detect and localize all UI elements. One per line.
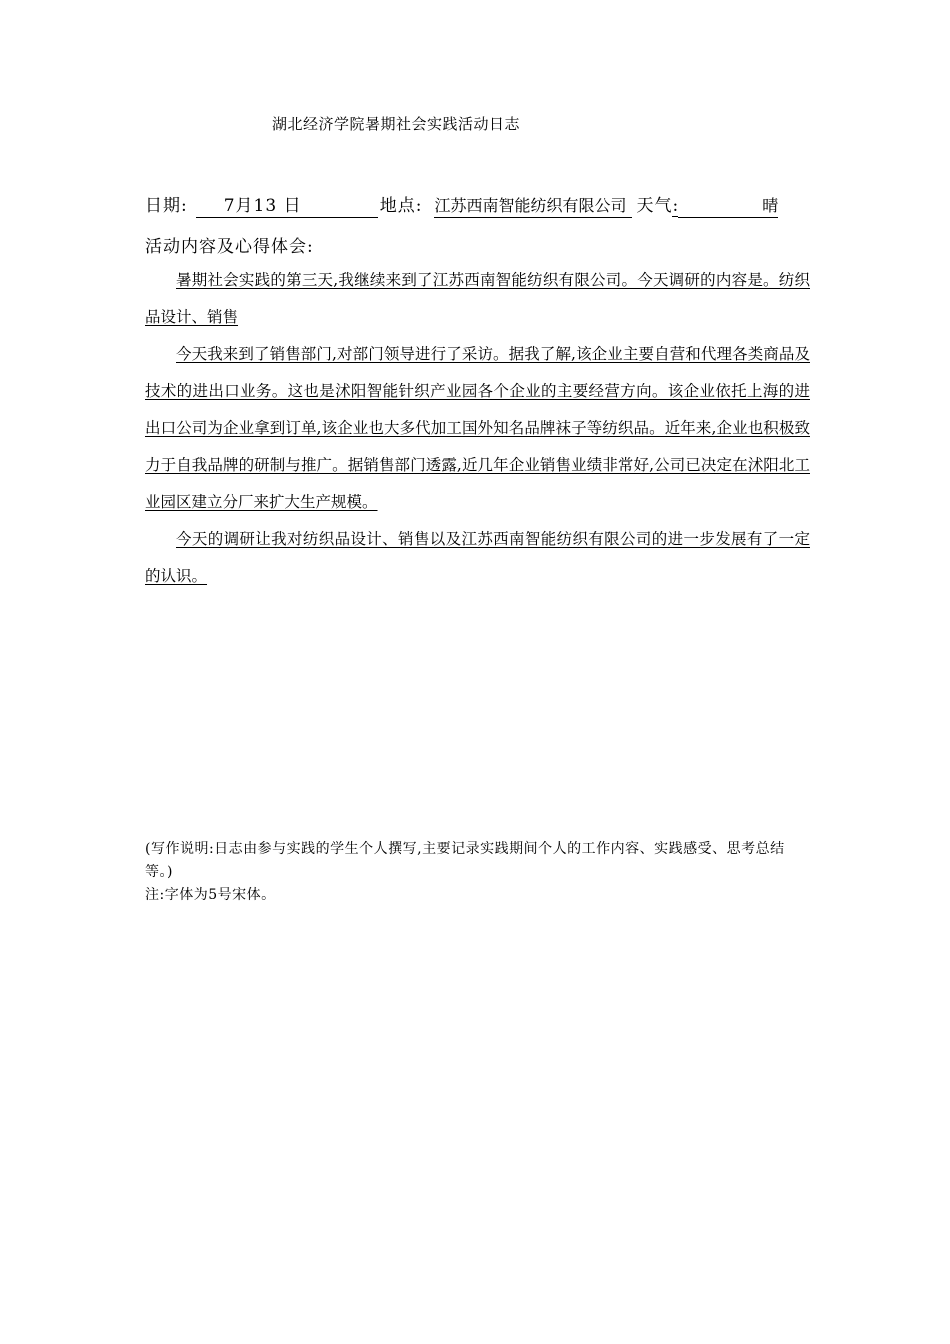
- log-body: [145, 262, 810, 595]
- paragraph: [145, 521, 810, 595]
- weather-label: 天气: [636, 196, 673, 216]
- writing-notes: [145, 838, 810, 907]
- paragraph-text: 今天我来到了销售部门,对部门领导进行了采访。据我了解,该企业主要自营和代理各类商品及技术的进出口业务。这也是沭阳智能针织产业园各个企业的主要经营方向。该企业依托上海的进出口公司为企业拿到订单,该企业也大多代加工国外知名品牌袜子等纺织品。近年来,企业也积极致力于自我品牌的研制与推广。据销售部门透露,近几年企业销售业绩非常好,公司已决定在沭阳北工业园区建立分厂来扩大生产规模。: [145, 345, 810, 511]
- paragraph: [145, 262, 810, 336]
- paragraph-text: 暑期社会实践的第三天,我继续来到了江苏西南智能纺织有限公司。今天调研的内容是。纺织品设计、销售: [145, 271, 810, 326]
- paragraph-text: 今天的调研让我对纺织品设计、销售以及江苏西南智能纺织有限公司的进一步发展有了一定的认识。: [145, 530, 810, 585]
- info-line: [145, 195, 778, 218]
- writing-instructions: (写作说明:日志由参与实践的学生个人撰写,主要记录实践期间个人的工作内容、实践感受、思考总结等。): [145, 841, 785, 880]
- weather-value: 晴: [678, 195, 778, 218]
- location-label: 地点:: [379, 196, 423, 216]
- font-note: 注:字体为5号宋体。: [145, 887, 276, 903]
- weather-colon: :: [672, 196, 679, 216]
- section-label: 活动内容及心得体会:: [145, 237, 314, 257]
- date-value: 7月13 日: [196, 195, 378, 218]
- document-title: 湖北经济学院暑期社会实践活动日志: [272, 115, 521, 133]
- paragraph: [145, 336, 810, 521]
- date-label: 日期:: [145, 196, 188, 216]
- location-value: 江苏西南智能纺织有限公司: [434, 195, 632, 218]
